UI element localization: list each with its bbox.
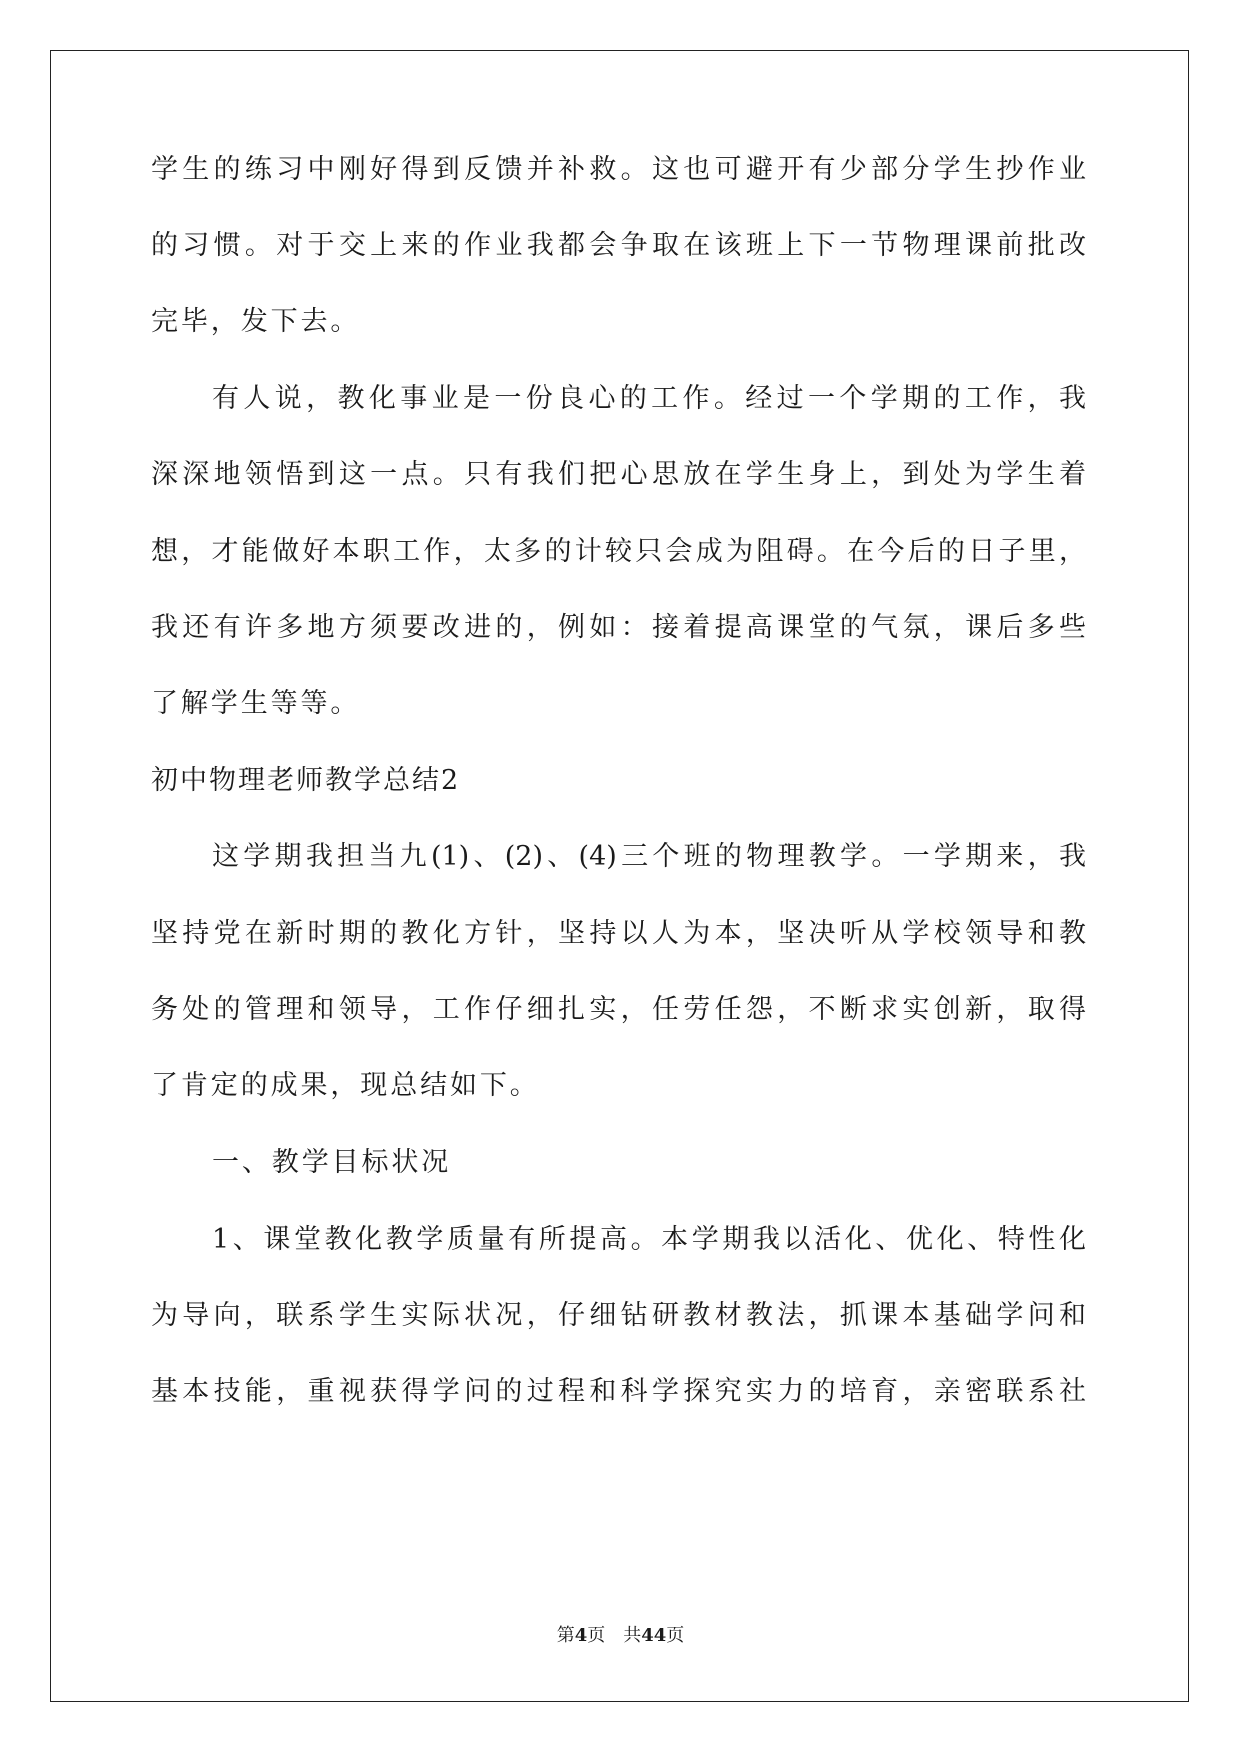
text-line: 务处的管理和领导，工作仔细扎实，任劳任怨，不断求实创新，取得 (151, 994, 1086, 1025)
text-line: 我还有许多地方须要改进的，例如：接着提高课堂的气氛，课后多些 (151, 612, 1086, 643)
page-prefix: 第 (556, 1625, 575, 1646)
text-line: 基本技能，重视获得学问的过程和科学探究实力的培育，亲密联系社 (151, 1376, 1086, 1407)
text-line: 的习惯。对于交上来的作业我都会争取在该班上下一节物理课前批改 (151, 230, 1086, 261)
subsection-heading: 一、教学目标状况 (212, 1147, 452, 1178)
text-line: 完毕，发下去。 (151, 306, 361, 337)
text-line: 这学期我担当九(1)、(2)、(4)三个班的物理教学。一学期来，我 (212, 841, 1086, 872)
section-heading: 初中物理老师教学总结2 (151, 765, 461, 796)
total-prefix: 共 (623, 1625, 642, 1646)
text-line: 有人说，教化事业是一份良心的工作。经过一个学期的工作，我 (212, 383, 1086, 414)
text-line: 为导向，联系学生实际状况，仔细钻研教材教法，抓课本基础学问和 (151, 1300, 1086, 1331)
text-line: 想，才能做好本职工作，太多的计较只会成为阻碍。在今后的日子里， (151, 536, 1086, 567)
page-suffix: 页 (587, 1625, 606, 1646)
text-line: 坚持党在新时期的教化方针，坚持以人为本，坚决听从学校领导和教 (151, 918, 1086, 949)
total-pages: 44 (641, 1625, 667, 1646)
text-line: 了解学生等等。 (151, 688, 361, 719)
text-line: 了肯定的成果，现总结如下。 (151, 1070, 540, 1101)
text-line: 1、课堂教化教学质量有所提高。本学期我以活化、优化、特性化 (212, 1224, 1086, 1255)
page-footer (0, 1624, 1241, 1648)
total-suffix: 页 (666, 1625, 685, 1646)
page-number: 4 (574, 1625, 588, 1646)
text-line: 深深地领悟到这一点。只有我们把心思放在学生身上，到处为学生着 (151, 459, 1086, 490)
text-line: 学生的练习中刚好得到反馈并补救。这也可避开有少部分学生抄作业 (151, 154, 1086, 185)
